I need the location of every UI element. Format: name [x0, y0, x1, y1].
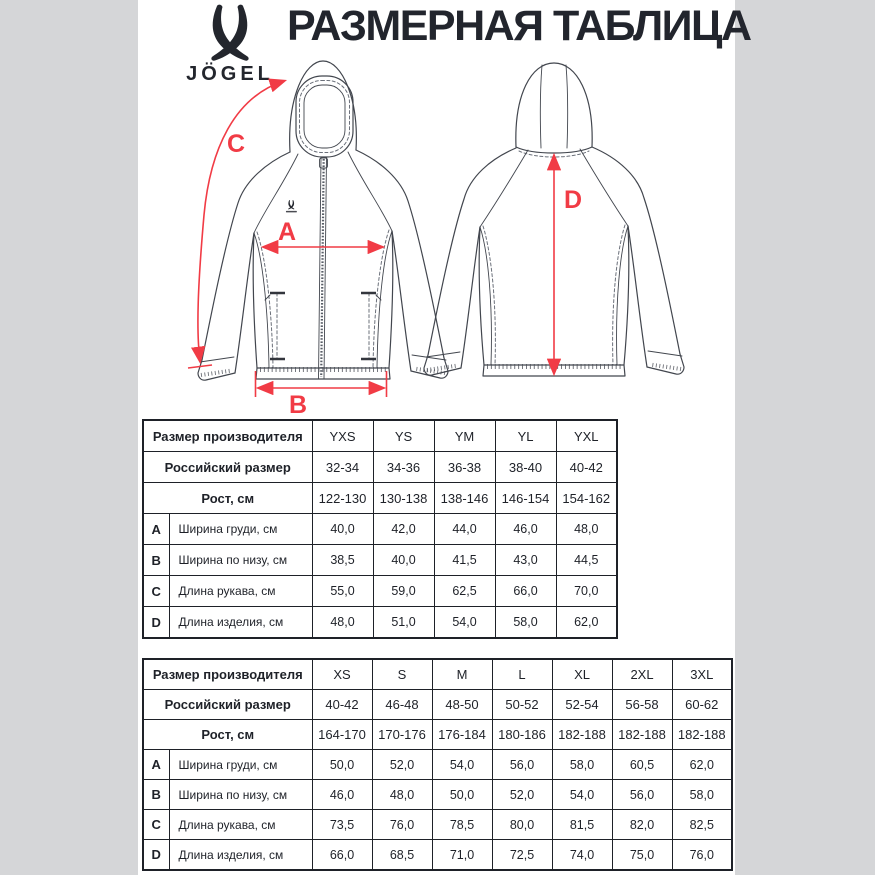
measure-value: 75,0: [612, 840, 672, 871]
brand-wordmark: JÖGEL: [186, 63, 274, 84]
measure-value: 48,0: [372, 780, 432, 810]
measure-value: 68,5: [372, 840, 432, 871]
measure-value: 46,0: [495, 514, 556, 545]
measure-row: [143, 750, 732, 780]
measure-label: Ширина по низу, см: [169, 780, 312, 810]
size-value: S: [372, 659, 432, 690]
label-b: B: [288, 391, 308, 417]
measure-value: 38,5: [312, 545, 373, 576]
size-value: 122-130: [312, 483, 373, 514]
adult-size-table: [142, 658, 733, 871]
measure-value: 43,0: [495, 545, 556, 576]
measure-value: 80,0: [492, 810, 552, 840]
measure-value: 52,0: [492, 780, 552, 810]
size-value: 34-36: [373, 452, 434, 483]
measure-label: Длина рукава, см: [169, 576, 312, 607]
size-value: 138-146: [434, 483, 495, 514]
sheet: [138, 0, 751, 875]
measure-value: 76,0: [372, 810, 432, 840]
measure-label: Ширина груди, см: [169, 750, 312, 780]
size-value: 164-170: [312, 720, 372, 750]
size-value: 146-154: [495, 483, 556, 514]
size-header-row: [143, 452, 617, 483]
size-value: L: [492, 659, 552, 690]
measure-value: 76,0: [672, 840, 732, 871]
size-value: 176-184: [432, 720, 492, 750]
size-value: 40-42: [556, 452, 617, 483]
measure-label: Ширина груди, см: [169, 514, 312, 545]
size-value: XL: [552, 659, 612, 690]
measure-row: [143, 514, 617, 545]
jacket-front-view: [198, 61, 448, 380]
measure-value: 59,0: [373, 576, 434, 607]
size-value: 130-138: [373, 483, 434, 514]
label-c: C: [226, 130, 246, 158]
measure-value: 54,0: [434, 607, 495, 639]
size-header-row: [143, 690, 732, 720]
header-label: Размер производителя: [143, 420, 312, 452]
size-header-row: [143, 483, 617, 514]
size-value: YM: [434, 420, 495, 452]
header-label: Рост, см: [143, 483, 312, 514]
measure-row: [143, 545, 617, 576]
measure-value: 52,0: [372, 750, 432, 780]
measure-value: 71,0: [432, 840, 492, 871]
measure-value: 58,0: [672, 780, 732, 810]
measure-value: 82,0: [612, 810, 672, 840]
size-value: 3XL: [672, 659, 732, 690]
measure-value: 40,0: [373, 545, 434, 576]
measure-letter: A: [143, 514, 169, 545]
size-value: 154-162: [556, 483, 617, 514]
measure-value: 56,0: [612, 780, 672, 810]
size-value: 52-54: [552, 690, 612, 720]
size-header-row: [143, 420, 617, 452]
measure-label: Ширина по низу, см: [169, 545, 312, 576]
measure-value: 55,0: [312, 576, 373, 607]
measure-value: 48,0: [312, 607, 373, 639]
measure-row: [143, 840, 732, 871]
measure-letter: D: [143, 840, 169, 871]
measure-letter: A: [143, 750, 169, 780]
measure-value: 58,0: [495, 607, 556, 639]
size-value: YS: [373, 420, 434, 452]
measure-label: Длина изделия, см: [169, 607, 312, 639]
label-a: A: [277, 218, 297, 246]
measure-value: 74,0: [552, 840, 612, 871]
measure-value: 62,5: [434, 576, 495, 607]
measure-value: 51,0: [373, 607, 434, 639]
label-d: D: [564, 186, 583, 214]
measure-value: 50,0: [432, 780, 492, 810]
youth-size-table: [142, 419, 618, 639]
jacket-diagram: [138, 55, 735, 417]
size-value: 38-40: [495, 452, 556, 483]
measure-label: Длина рукава, см: [169, 810, 312, 840]
measure-value: 82,5: [672, 810, 732, 840]
measure-value: 60,5: [612, 750, 672, 780]
size-value: 46-48: [372, 690, 432, 720]
measure-label: Длина изделия, см: [169, 840, 312, 871]
measure-value: 50,0: [312, 750, 372, 780]
size-value: 56-58: [612, 690, 672, 720]
size-value: 182-188: [612, 720, 672, 750]
measure-value: 44,0: [434, 514, 495, 545]
size-value: 60-62: [672, 690, 732, 720]
measure-value: 54,0: [552, 780, 612, 810]
jacket-chest-logo: [286, 200, 297, 212]
measure-letter: C: [143, 810, 169, 840]
size-value: XS: [312, 659, 372, 690]
size-value: 180-186: [492, 720, 552, 750]
size-value: YXS: [312, 420, 373, 452]
measure-value: 42,0: [373, 514, 434, 545]
size-value: 36-38: [434, 452, 495, 483]
measure-letter: B: [143, 545, 169, 576]
header-label: Размер производителя: [143, 659, 312, 690]
size-value: 32-34: [312, 452, 373, 483]
measure-value: 44,5: [556, 545, 617, 576]
measure-letter: D: [143, 607, 169, 639]
jogel-mark-icon: [211, 5, 248, 61]
measure-row: [143, 607, 617, 639]
measure-value: 41,5: [434, 545, 495, 576]
page-title: РАЗМЕРНАЯ ТАБЛИЦА: [287, 2, 751, 50]
measure-value: 78,5: [432, 810, 492, 840]
measure-value: 73,5: [312, 810, 372, 840]
measure-letter: C: [143, 576, 169, 607]
size-value: 40-42: [312, 690, 372, 720]
measure-row: [143, 780, 732, 810]
measure-value: 48,0: [556, 514, 617, 545]
header-label: Российский размер: [143, 690, 312, 720]
header-label: Российский размер: [143, 452, 312, 483]
measure-value: 40,0: [312, 514, 373, 545]
measure-row: [143, 576, 617, 607]
measure-value: 66,0: [312, 840, 372, 871]
size-value: 182-188: [672, 720, 732, 750]
size-value: M: [432, 659, 492, 690]
size-value: 2XL: [612, 659, 672, 690]
measure-value: 62,0: [556, 607, 617, 639]
size-value: 50-52: [492, 690, 552, 720]
measure-value: 54,0: [432, 750, 492, 780]
size-value: YXL: [556, 420, 617, 452]
size-value: YL: [495, 420, 556, 452]
size-value: 182-188: [552, 720, 612, 750]
measure-value: 70,0: [556, 576, 617, 607]
measure-value: 66,0: [495, 576, 556, 607]
measure-value: 72,5: [492, 840, 552, 871]
zipper: [319, 157, 328, 379]
header-label: Рост, см: [143, 720, 312, 750]
measure-value: 58,0: [552, 750, 612, 780]
measure-letter: B: [143, 780, 169, 810]
measure-row: [143, 810, 732, 840]
size-value: 170-176: [372, 720, 432, 750]
measure-value: 62,0: [672, 750, 732, 780]
measure-value: 56,0: [492, 750, 552, 780]
size-header-row: [143, 720, 732, 750]
measure-value: 81,5: [552, 810, 612, 840]
size-value: 48-50: [432, 690, 492, 720]
size-header-row: [143, 659, 732, 690]
measure-value: 46,0: [312, 780, 372, 810]
front-pockets: [265, 293, 381, 359]
